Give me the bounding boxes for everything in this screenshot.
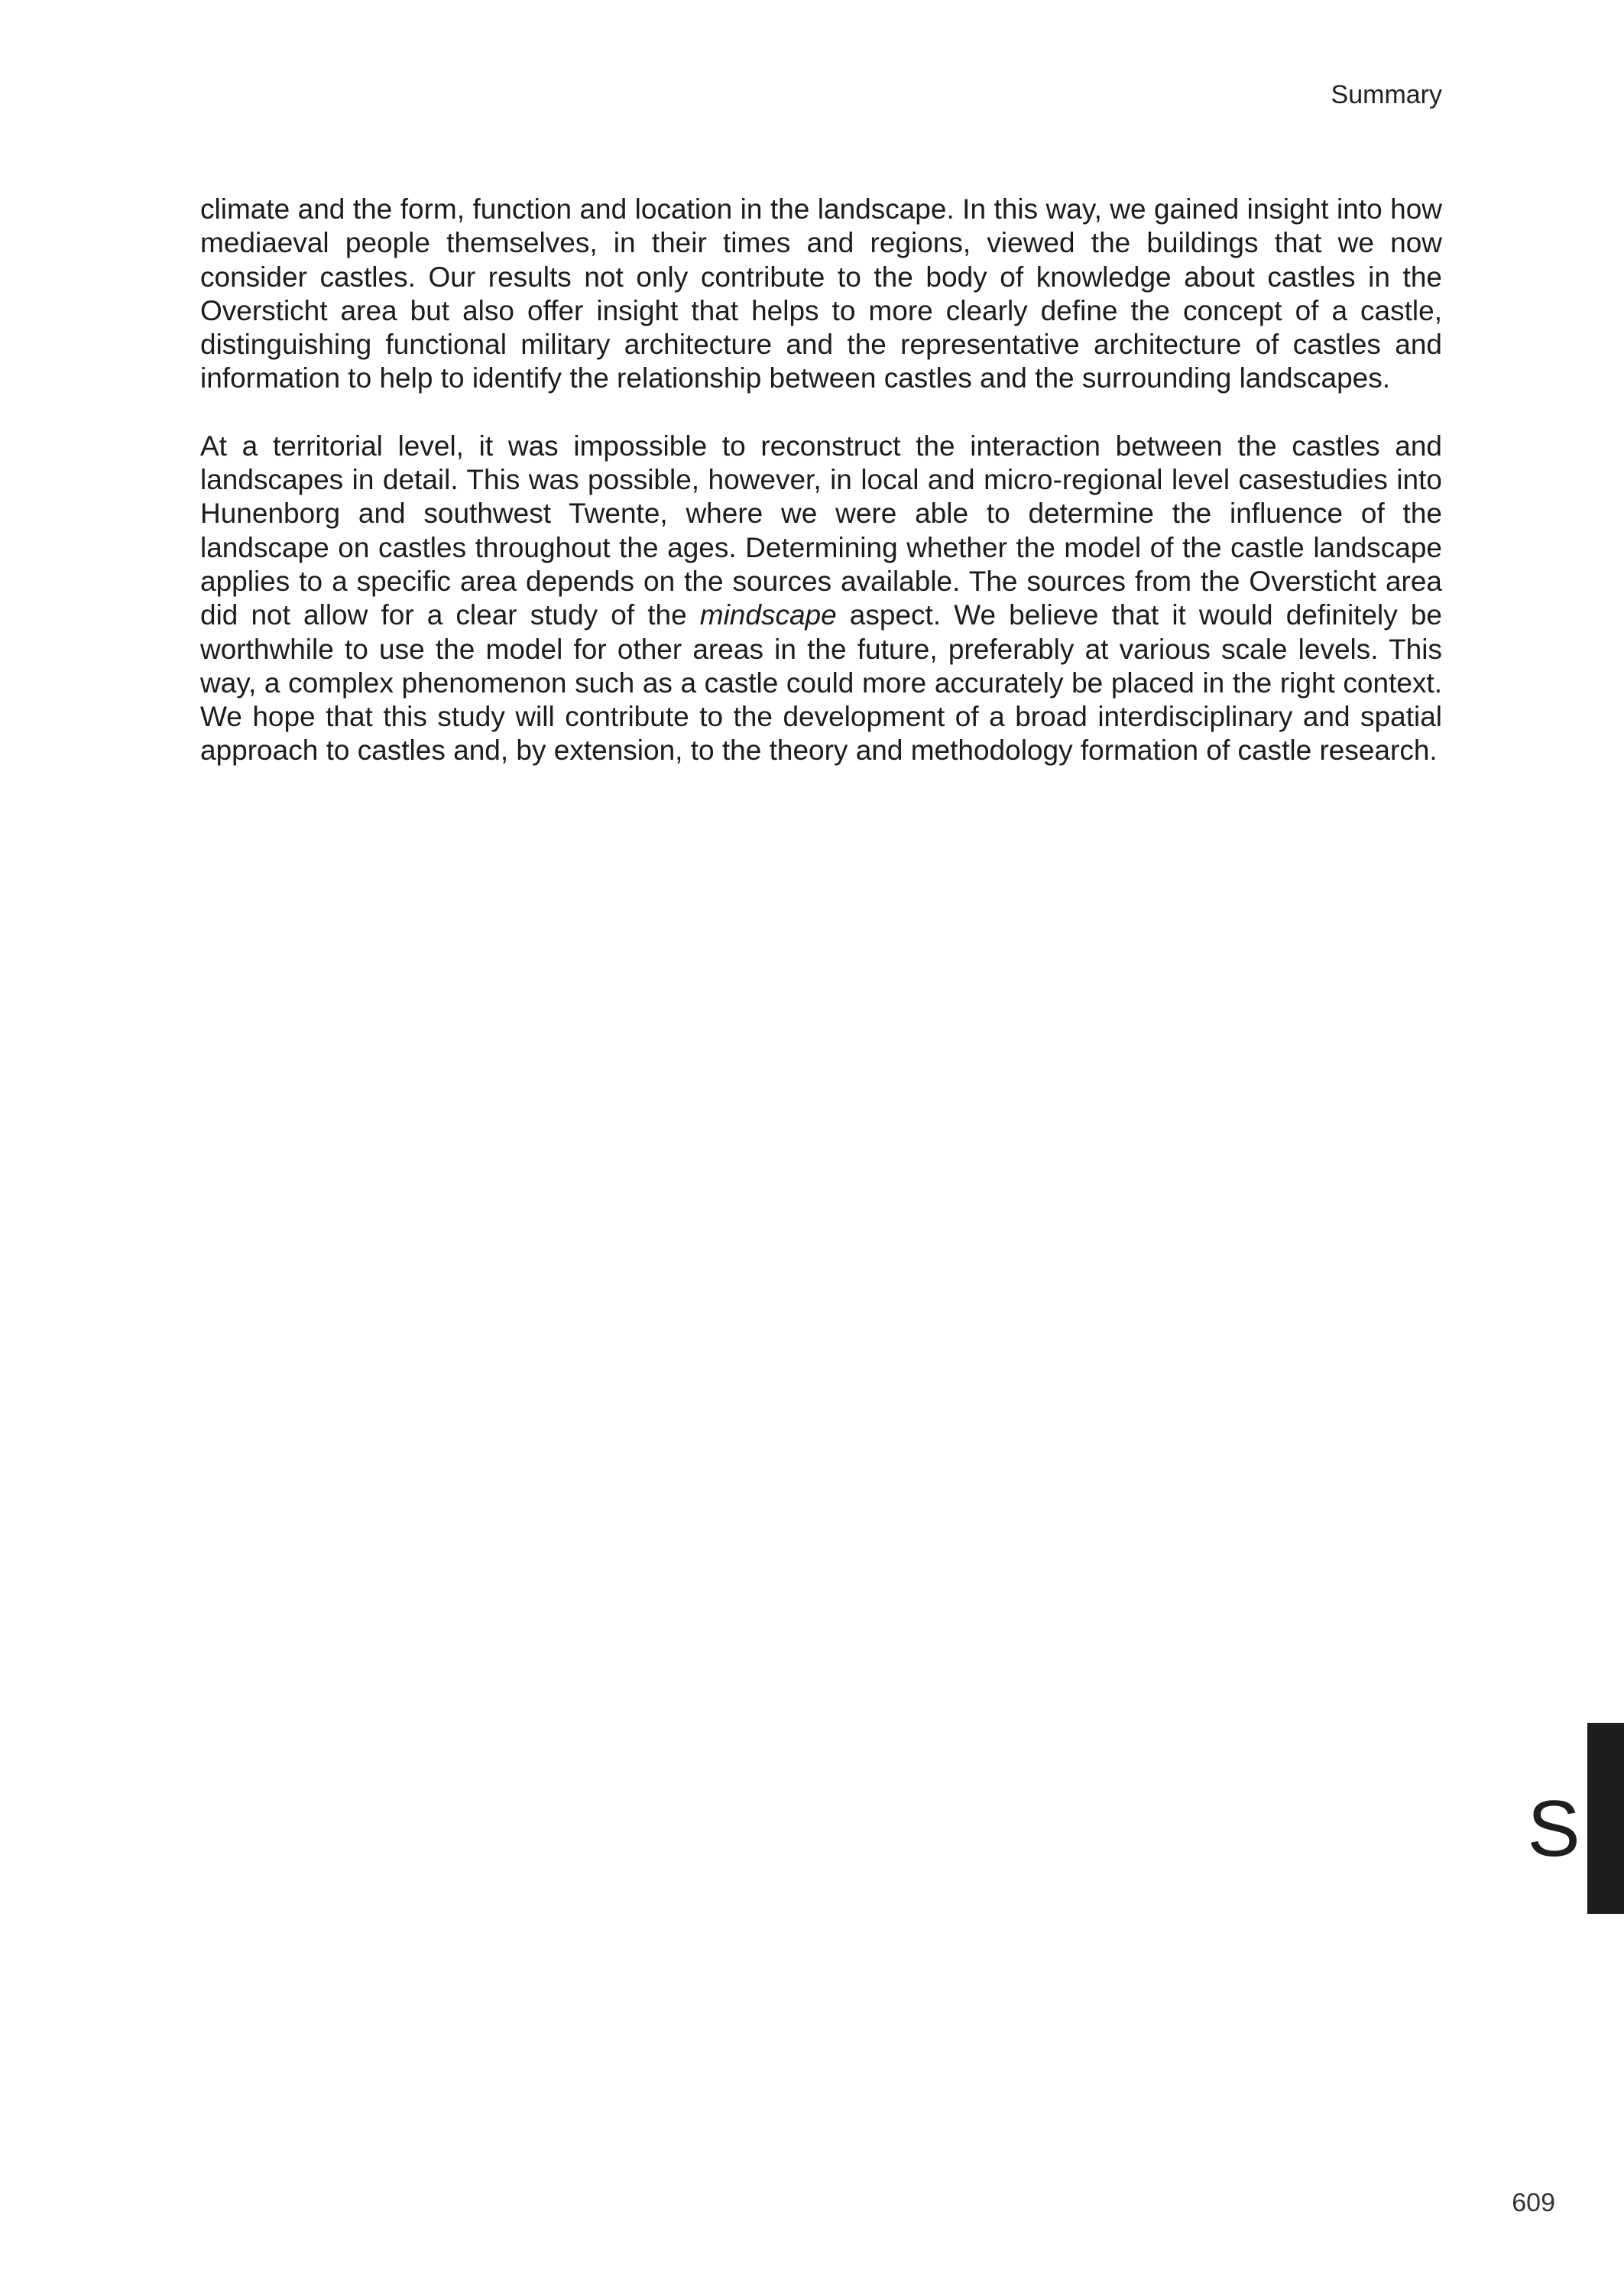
paragraph-1: climate and the form, function and location in the landscape. In this way, we gained insight into how mediaeval people themselves, in their times and regions, viewed the buildings that we now consider castles. Our results not only contribute to the body of knowledge about castles in the Oversticht area but also offer insight that helps to more clearly define the concept of a castle, distinguishing functional military architecture and the representative architecture of castles and information to help to identify the relationship between castles and the surrounding landscapes.	[200, 193, 1442, 394]
paragraph-2-emphasis: mindscape	[699, 599, 837, 631]
page-number: 609	[1512, 2188, 1555, 2217]
paragraph-2-part-1: At a territorial level, it was impossible to reconstruct the interaction between the castles and landscapes in detail. This was possible, however, in local and micro-regional level casestudies into Hunenborg and southwest Twente, where we were able to determine the influence of the landscape on castles throughout the ages. Determining whether the model of the castle landscape applies to a specific area depends on the sources available. The sources from the Oversticht area did not allow for a clear study of the	[200, 430, 1442, 631]
running-header: Summary	[1331, 80, 1442, 109]
paragraph-2-part-2: aspect. We believe that it would definitely be worthwhile to use the model for other areas in the future, preferably at various scale levels. This way, a complex phenomenon such as a castle could more accurately be placed in the right context. We hope that this study will contribute to the development of a broad interdisciplinary and spatial approach to castles and, by extension, to the theory and methodology formation of castle research.	[200, 599, 1443, 767]
paragraph-2	[200, 430, 1442, 768]
body-text	[200, 193, 1442, 768]
thumb-tab-letter: S	[1527, 1785, 1580, 1873]
thumb-tab	[1587, 1723, 1624, 1914]
